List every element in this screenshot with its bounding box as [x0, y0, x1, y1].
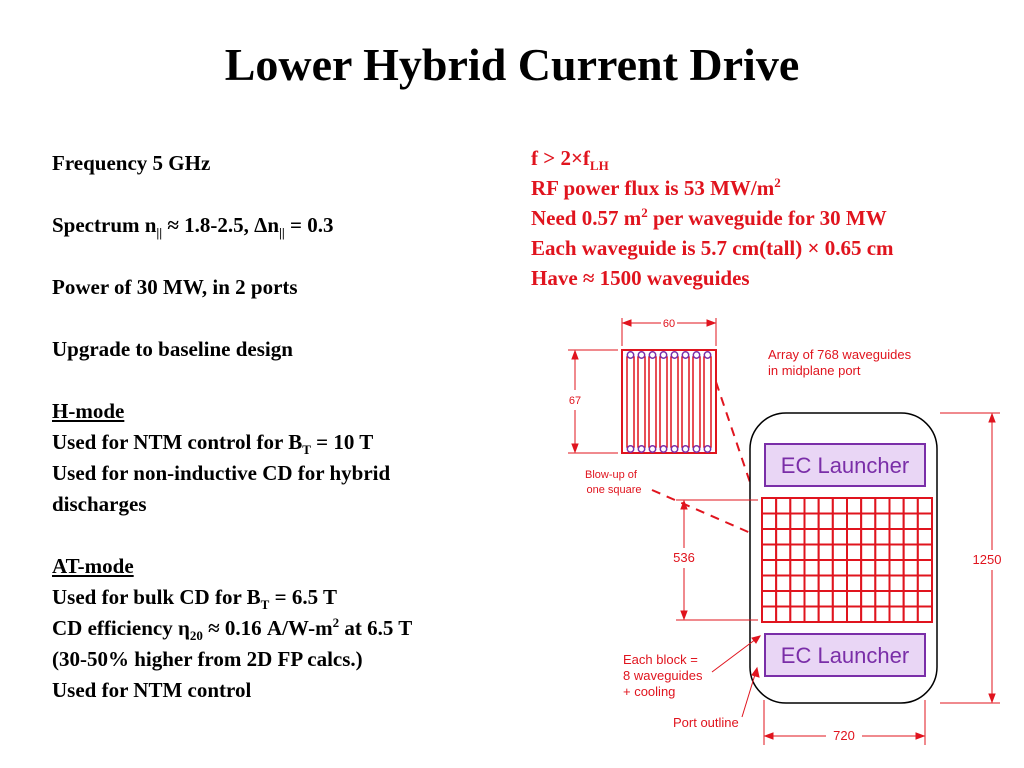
waveguide-block	[847, 498, 861, 514]
waveguide-block	[790, 529, 804, 545]
spectrum-text: Spectrum $n_{||} \approx 1.8-2.5$, $\Delta n_{||} = 0.3$	[52, 213, 334, 241]
waveguide-block	[790, 576, 804, 592]
waveguide-block	[762, 591, 776, 607]
waveguide-block	[833, 498, 847, 514]
waveguide-block	[776, 591, 790, 607]
waveguide-block	[875, 607, 889, 623]
waveguide-block	[805, 498, 819, 514]
waveguide-block	[762, 514, 776, 530]
hmode-heading: H-mode	[52, 399, 125, 423]
waveguide-block	[861, 607, 875, 623]
waveguide-block	[918, 607, 932, 623]
waveguide-block	[890, 607, 904, 623]
waveguide-block	[847, 607, 861, 623]
waveguide-block	[790, 545, 804, 561]
waveguide-block	[762, 545, 776, 561]
waveguide-area-text: Need 0.57 $m^2$ per waveguide for 30 MW	[531, 205, 887, 230]
waveguide-block	[918, 514, 932, 530]
page-title: Lower Hybrid Current Drive	[224, 39, 800, 90]
port-outline-label: Port outline	[673, 715, 739, 730]
waveguide-block	[847, 529, 861, 545]
waveguide-block	[819, 529, 833, 545]
waveguide-block	[904, 607, 918, 623]
waveguide-block	[819, 576, 833, 592]
waveguide-block	[861, 560, 875, 576]
waveguide-block	[833, 591, 847, 607]
cooling-channel	[671, 446, 677, 452]
cooling-channel	[638, 352, 644, 358]
waveguide-block	[805, 514, 819, 530]
waveguide-block	[819, 545, 833, 561]
blowup-square	[622, 350, 716, 453]
waveguide-block	[805, 607, 819, 623]
each-block-label-2: 8 waveguides	[623, 668, 703, 683]
power-text: Power of 30 MW, in 2 ports	[52, 275, 298, 299]
waveguide-block	[875, 545, 889, 561]
waveguide-block	[875, 514, 889, 530]
cooling-channel	[638, 446, 644, 452]
waveguide-block	[875, 591, 889, 607]
cooling-channel	[693, 446, 699, 452]
waveguide-block	[833, 576, 847, 592]
waveguide-block	[805, 545, 819, 561]
waveguide-block	[875, 529, 889, 545]
waveguide-block	[875, 560, 889, 576]
waveguide-block	[875, 576, 889, 592]
waveguide-block	[833, 560, 847, 576]
waveguide-block	[861, 529, 875, 545]
waveguide-block	[918, 545, 932, 561]
waveguide-block	[790, 514, 804, 530]
hmode-line-3: discharges	[52, 492, 147, 516]
each-block-label-1: Each block =	[623, 652, 698, 667]
atmode-line-2: CD efficiency $\eta_{20} \approx 0.16$ $A/W-m^2$ at 6.5 T	[52, 615, 413, 644]
waveguide-block	[776, 545, 790, 561]
array-label-1: Array of 768 waveguides	[768, 347, 912, 362]
waveguide-block	[776, 560, 790, 576]
waveguide-block	[861, 498, 875, 514]
dim-536-label: 536	[673, 550, 695, 565]
cooling-channel	[649, 352, 655, 358]
waveguide-block	[890, 591, 904, 607]
waveguide-block	[776, 498, 790, 514]
waveguide-block	[819, 591, 833, 607]
waveguide-block	[847, 514, 861, 530]
waveguide-block	[890, 576, 904, 592]
waveguide-grid	[762, 498, 932, 622]
frequency-ratio-text: $f > 2\times f_{LH}$	[531, 146, 609, 174]
cooling-channel	[693, 352, 699, 358]
cooling-channel	[660, 446, 666, 452]
hmode-line-2: Used for non-inductive CD for hybrid	[52, 461, 391, 485]
waveguide-block	[805, 560, 819, 576]
cooling-channel	[704, 352, 710, 358]
waveguide-block	[904, 545, 918, 561]
waveguide-block	[890, 560, 904, 576]
atmode-line-1: Used for bulk CD for $B_T = 6.5$ T	[52, 585, 337, 613]
waveguide-block	[790, 560, 804, 576]
waveguide-block	[904, 514, 918, 530]
ec-launcher-bottom	[765, 634, 925, 676]
dim-60-label: 60	[662, 318, 676, 330]
waveguide-block	[904, 529, 918, 545]
atmode-line-4: Used for NTM control	[52, 678, 252, 702]
waveguide-block	[918, 576, 932, 592]
cooling-channel	[671, 352, 677, 358]
waveguide-block	[790, 498, 804, 514]
waveguide-block	[833, 545, 847, 561]
power-flux-text: RF power flux is 53 $MW/m^2$	[531, 175, 781, 200]
cooling-channel	[627, 352, 633, 358]
cooling-channel	[627, 446, 633, 452]
each-block-label-3: + cooling	[623, 684, 676, 699]
dim-720-label: 720	[833, 728, 855, 743]
blowup-label-1: Blow-up of	[585, 469, 637, 481]
ec-launcher-top-label: EC Launcher	[780, 453, 910, 478]
waveguide-block	[819, 560, 833, 576]
frequency-text: Frequency 5 GHz	[52, 151, 211, 175]
cooling-channel	[660, 352, 666, 358]
waveguide-block	[904, 576, 918, 592]
blowup-label-2: one square	[586, 484, 642, 496]
array-label-2: in midplane port	[768, 363, 861, 378]
waveguide-block	[762, 607, 776, 623]
waveguide-block	[890, 529, 904, 545]
waveguide-block	[890, 514, 904, 530]
waveguide-block	[762, 529, 776, 545]
waveguide-block	[904, 591, 918, 607]
waveguide-block	[890, 498, 904, 514]
cooling-channel	[682, 446, 688, 452]
waveguide-block	[847, 576, 861, 592]
waveguide-block	[918, 591, 932, 607]
waveguide-block	[833, 607, 847, 623]
waveguide-block	[833, 514, 847, 530]
waveguide-block	[918, 560, 932, 576]
waveguide-block	[805, 576, 819, 592]
ec-launcher-bottom-label: EC Launcher	[780, 643, 910, 668]
waveguide-block	[861, 576, 875, 592]
cooling-channel	[704, 446, 710, 452]
waveguide-block	[847, 560, 861, 576]
dim-1250-label: 1250	[972, 552, 1002, 567]
waveguide-block	[861, 545, 875, 561]
waveguide-block	[875, 498, 889, 514]
dim-67-label: 67	[568, 395, 582, 407]
waveguide-size-text: Each waveguide is 5.7 cm(tall) × 0.65 cm	[531, 236, 894, 260]
waveguide-block	[847, 591, 861, 607]
waveguide-block	[819, 498, 833, 514]
waveguide-block	[776, 514, 790, 530]
waveguide-block	[762, 498, 776, 514]
cooling-channel	[649, 446, 655, 452]
waveguide-block	[762, 576, 776, 592]
waveguide-block	[790, 607, 804, 623]
waveguide-block	[790, 591, 804, 607]
waveguide-block	[904, 560, 918, 576]
waveguide-block	[847, 545, 861, 561]
waveguide-block	[805, 591, 819, 607]
waveguide-block	[918, 498, 932, 514]
hmode-line-1: Used for NTM control for $B_T = 10$ T	[52, 430, 374, 458]
waveguide-block	[776, 529, 790, 545]
waveguide-block	[776, 607, 790, 623]
upgrade-text: Upgrade to baseline design	[52, 337, 293, 361]
waveguide-block	[776, 576, 790, 592]
atmode-heading: AT-mode	[52, 554, 134, 578]
waveguide-block	[762, 560, 776, 576]
waveguide-count-text: Have ≈ 1500 waveguides	[531, 266, 750, 290]
waveguide-block	[904, 498, 918, 514]
waveguide-block	[819, 607, 833, 623]
waveguide-block	[890, 545, 904, 561]
waveguide-block	[861, 514, 875, 530]
atmode-line-3: (30-50% higher from 2D FP calcs.)	[52, 647, 363, 671]
waveguide-block	[805, 529, 819, 545]
waveguide-block	[861, 591, 875, 607]
waveguide-block	[918, 529, 932, 545]
ec-launcher-top	[765, 444, 925, 486]
waveguide-block	[833, 529, 847, 545]
waveguide-block	[819, 514, 833, 530]
cooling-channel	[682, 352, 688, 358]
